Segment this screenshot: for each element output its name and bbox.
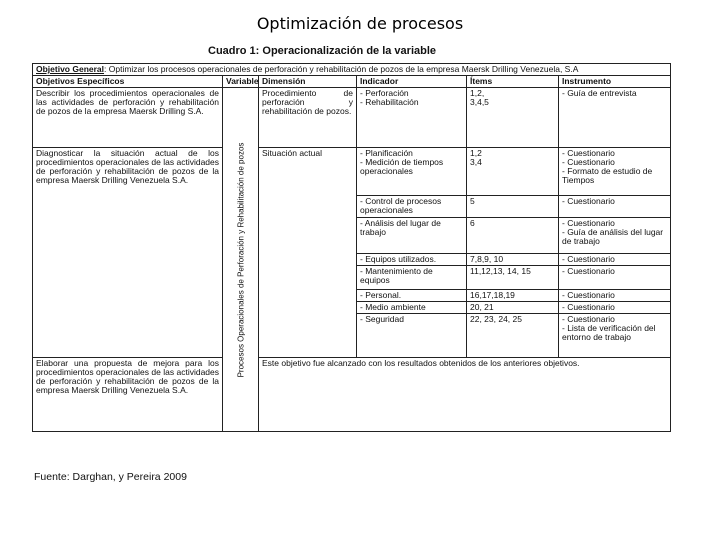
- items-cell: 20, 21: [467, 302, 559, 314]
- header-objetivos: Objetivos Específicos: [33, 76, 223, 88]
- items-cell: 5: [467, 196, 559, 218]
- items-cell: 7,8,9, 10: [467, 254, 559, 266]
- header-items: Ítems: [467, 76, 559, 88]
- indicator-cell: - Medio ambiente: [357, 302, 467, 314]
- instrument-cell: - Cuestionario: [559, 290, 671, 302]
- variable-cell: [223, 88, 259, 432]
- instrument-cell: - Guía de entrevista: [559, 88, 671, 148]
- operationalization-table: [32, 63, 671, 432]
- objective-cell: Diagnosticar la situación actual de los procedimientos operacionales de las actividades de perforación y rehabilitación de pozos de la empresa Maersk Drilling Venezuela S.A.: [33, 148, 223, 358]
- indicator-cell: - Seguridad: [357, 314, 467, 358]
- header-indicador: Indicador: [357, 76, 467, 88]
- table-row: [33, 358, 671, 432]
- indicator-cell: - Análisis del lugar de trabajo: [357, 218, 467, 254]
- variable-text: Procesos Operacionales de Perforación y Rehabilitación de pozos: [236, 142, 245, 377]
- objective-cell: Describir los procedimientos operacionales de las actividades de perforación y rehabilitación de pozos de la empresa Maersk Drilling S.A.: [33, 88, 223, 148]
- instrument-cell: - Cuestionario - Guía de análisis del lugar de trabajo: [559, 218, 671, 254]
- slide-title: Optimización de procesos: [256, 14, 464, 33]
- instrument-cell: - Cuestionario: [559, 302, 671, 314]
- header-variable: Variable: [223, 76, 259, 88]
- items-cell: 11,12,13, 14, 15: [467, 266, 559, 290]
- source-note: Fuente: Darghan, y Pereira 2009: [34, 471, 187, 483]
- header-dimension: Dimensión: [259, 76, 357, 88]
- dimension-cell: Situación actual: [259, 148, 357, 358]
- items-cell: 6: [467, 218, 559, 254]
- instrument-cell: - Cuestionario - Lista de verificación del entorno de trabajo: [559, 314, 671, 358]
- items-cell: 16,17,18,19: [467, 290, 559, 302]
- indicator-cell: - Equipos utilizados.: [357, 254, 467, 266]
- dimension-cell: Procedimiento de perforación y rehabilitación de pozos.: [259, 88, 357, 148]
- header-instrumento: Instrumento: [559, 76, 671, 88]
- general-objective-cell: [33, 64, 671, 76]
- indicator-cell: - Planificación - Medición de tiempos operacionales: [357, 148, 467, 196]
- items-cell: 1,2 3,4: [467, 148, 559, 196]
- general-objective-row: [33, 64, 671, 76]
- objective-cell: Elaborar una propuesta de mejora para los procedimientos operacionales de las actividades de perforación y rehabilitación de pozos de la empresa Maersk Drilling Venezuela S.A.: [33, 358, 223, 432]
- indicator-cell: - Personal.: [357, 290, 467, 302]
- general-objective-label: Objetivo General: [36, 64, 105, 74]
- indicator-cell: - Perforación - Rehabilitación: [357, 88, 467, 148]
- instrument-cell: - Cuestionario - Cuestionario - Formato de estudio de Tiempos: [559, 148, 671, 196]
- table-caption: Cuadro 1: Operacionalización de la variable: [208, 45, 437, 57]
- indicator-cell: - Control de procesos operacionales: [357, 196, 467, 218]
- instrument-cell: - Cuestionario: [559, 254, 671, 266]
- indicator-cell: - Mantenimiento de equipos: [357, 266, 467, 290]
- table-row: [33, 148, 671, 196]
- instrument-cell: - Cuestionario: [559, 196, 671, 218]
- general-objective-text: : Optimizar los procesos operacionales de perforación y rehabilitación de pozos de la empresa Maersk Drilling Venezuela, S.A: [104, 64, 579, 74]
- items-cell: 1,2, 3,4,5: [467, 88, 559, 148]
- final-note-cell: Este objetivo fue alcanzado con los resultados obtenidos de los anteriores objetivos.: [259, 358, 671, 432]
- instrument-cell: - Cuestionario: [559, 266, 671, 290]
- header-row: [33, 76, 671, 88]
- items-cell: 22, 23, 24, 25: [467, 314, 559, 358]
- table-row: [33, 88, 671, 148]
